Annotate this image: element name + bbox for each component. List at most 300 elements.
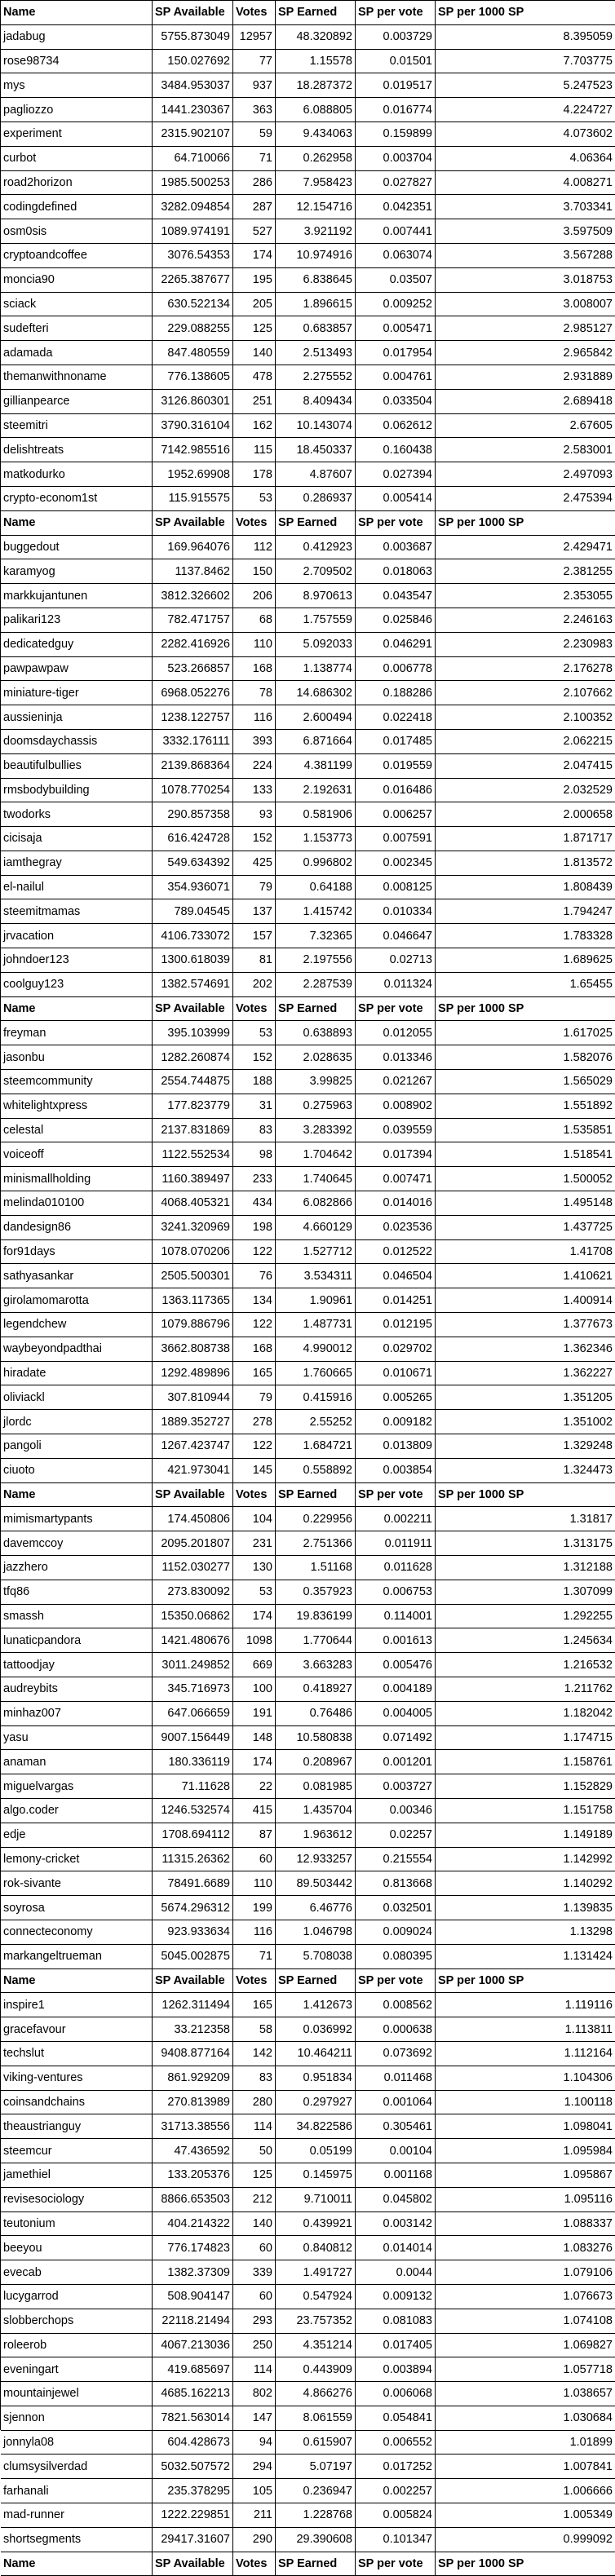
- sp-per-vote-cell: 0.004005: [356, 1702, 436, 1726]
- sp-earned-cell: 2.709502: [276, 559, 356, 584]
- header-sp-available: SP Available: [153, 1, 233, 25]
- name-cell: doomsdaychassis: [1, 730, 153, 754]
- name-cell: slobberchops: [1, 2309, 153, 2334]
- sp-available-cell: 115.915575: [153, 487, 233, 511]
- sp-per-1000-cell: 1.140292: [436, 1871, 615, 1896]
- votes-cell: 116: [233, 1920, 276, 1945]
- name-cell: adamada: [1, 341, 153, 365]
- sp-earned-cell: 1.704642: [276, 1142, 356, 1167]
- votes-cell: 434: [233, 1191, 276, 1216]
- name-cell: minhaz007: [1, 1702, 153, 1726]
- sp-available-cell: 1282.260874: [153, 1045, 233, 1070]
- sp-available-cell: 307.810944: [153, 1385, 233, 1410]
- votes-cell: 178: [233, 462, 276, 487]
- votes-cell: 425: [233, 851, 276, 876]
- sp-per-vote-cell: 0.017485: [356, 730, 436, 754]
- sp-earned-cell: 1.15578: [276, 50, 356, 74]
- sp-per-vote-cell: 0.101347: [356, 2528, 436, 2552]
- votes-cell: 293: [233, 2309, 276, 2334]
- sp-per-1000-cell: 1.324473: [436, 1459, 615, 1483]
- votes-cell: 286: [233, 171, 276, 196]
- sp-available-cell: 78491.6689: [153, 1871, 233, 1896]
- sp-per-vote-cell: 0.003142: [356, 2212, 436, 2237]
- votes-cell: 140: [233, 341, 276, 365]
- sp-per-1000-cell: 2.246163: [436, 608, 615, 633]
- sp-available-cell: 1382.37309: [153, 2260, 233, 2285]
- votes-cell: 1098: [233, 1628, 276, 1653]
- name-cell: iamthegray: [1, 851, 153, 876]
- sp-earned-cell: 3.99825: [276, 1070, 356, 1094]
- sp-per-vote-cell: 0.011324: [356, 973, 436, 997]
- sp-available-cell: 861.929209: [153, 2066, 233, 2091]
- sp-earned-cell: 0.439921: [276, 2212, 356, 2237]
- sp-earned-cell: 0.615907: [276, 2431, 356, 2455]
- sp-per-1000-cell: 4.073602: [436, 122, 615, 147]
- sp-per-1000-cell: 1.005349: [436, 2503, 615, 2528]
- sp-available-cell: 776.138605: [153, 365, 233, 390]
- sp-available-cell: 3812.326602: [153, 584, 233, 608]
- sp-available-cell: 4685.162213: [153, 2382, 233, 2406]
- name-cell: delishtreats: [1, 438, 153, 462]
- sp-available-cell: 5755.873049: [153, 25, 233, 50]
- sp-available-cell: 64.710066: [153, 147, 233, 171]
- header-sp-per-1000: SP per 1000 SP: [436, 511, 615, 536]
- sp-per-vote-cell: 0.001201: [356, 1750, 436, 1774]
- sp-available-cell: 523.266857: [153, 657, 233, 682]
- sp-earned-cell: 6.088805: [276, 98, 356, 122]
- sp-available-cell: 1078.770254: [153, 779, 233, 803]
- sp-available-cell: 1952.69908: [153, 462, 233, 487]
- votes-cell: 202: [233, 973, 276, 997]
- sp-available-cell: 2554.744875: [153, 1070, 233, 1094]
- votes-cell: 115: [233, 438, 276, 462]
- sp-per-1000-cell: 3.567288: [436, 244, 615, 268]
- sp-per-vote-cell: 0.001064: [356, 2091, 436, 2115]
- sp-earned-cell: 0.951834: [276, 2066, 356, 2091]
- sp-earned-cell: 0.64188: [276, 876, 356, 900]
- sp-earned-cell: 0.286937: [276, 487, 356, 511]
- name-cell: eveningart: [1, 2357, 153, 2382]
- sp-available-cell: 3011.249852: [153, 1653, 233, 1677]
- votes-cell: 114: [233, 2114, 276, 2139]
- sp-earned-cell: 0.76486: [276, 1702, 356, 1726]
- sp-earned-cell: 1.770644: [276, 1628, 356, 1653]
- name-cell: inspire1: [1, 1993, 153, 2017]
- sp-per-vote-cell: 0.007471: [356, 1167, 436, 1191]
- sp-available-cell: 1152.030277: [153, 1556, 233, 1580]
- header-name: Name: [1, 2552, 153, 2576]
- sp-earned-cell: 29.390608: [276, 2528, 356, 2552]
- sp-available-cell: 776.174823: [153, 2236, 233, 2260]
- sp-per-vote-cell: 0.012195: [356, 1313, 436, 1337]
- sp-per-vote-cell: 0.001168: [356, 2163, 436, 2188]
- votes-cell: 125: [233, 316, 276, 341]
- sp-earned-cell: 2.513493: [276, 341, 356, 365]
- sp-per-1000-cell: 1.794247: [436, 899, 615, 924]
- name-cell: steemitmamas: [1, 899, 153, 924]
- sp-earned-cell: 0.297927: [276, 2091, 356, 2115]
- sp-available-cell: 419.685697: [153, 2357, 233, 2382]
- sp-per-vote-cell: 0.009024: [356, 1920, 436, 1945]
- sp-per-1000-cell: 1.813572: [436, 851, 615, 876]
- sp-available-cell: 7142.985516: [153, 438, 233, 462]
- sp-earned-cell: 9.434063: [276, 122, 356, 147]
- sp-per-vote-cell: 0.02257: [356, 1823, 436, 1848]
- sp-available-cell: 180.336119: [153, 1750, 233, 1774]
- sp-per-vote-cell: 0.013346: [356, 1045, 436, 1070]
- name-cell: johndoer123: [1, 948, 153, 973]
- sp-per-vote-cell: 0.003894: [356, 2357, 436, 2382]
- sp-earned-cell: 6.871664: [276, 730, 356, 754]
- votes-cell: 251: [233, 390, 276, 414]
- votes-cell: 140: [233, 2212, 276, 2237]
- sp-per-1000-cell: 1.098041: [436, 2114, 615, 2139]
- votes-cell: 168: [233, 657, 276, 682]
- sp-earned-cell: 2.287539: [276, 973, 356, 997]
- votes-cell: 339: [233, 2260, 276, 2285]
- name-cell: davemccoy: [1, 1531, 153, 1556]
- sp-earned-cell: 2.192631: [276, 779, 356, 803]
- name-cell: coinsandchains: [1, 2091, 153, 2115]
- sp-per-vote-cell: 0.017954: [356, 341, 436, 365]
- name-cell: revisesociology: [1, 2188, 153, 2212]
- name-cell: teutonium: [1, 2212, 153, 2237]
- sp-per-vote-cell: 0.160438: [356, 438, 436, 462]
- sp-per-vote-cell: 0.029702: [356, 1337, 436, 1362]
- sp-per-1000-cell: 4.224727: [436, 98, 615, 122]
- sp-per-1000-cell: 2.429471: [436, 536, 615, 560]
- name-cell: sjennon: [1, 2406, 153, 2431]
- sp-per-vote-cell: 0.021267: [356, 1070, 436, 1094]
- name-cell: voiceoff: [1, 1142, 153, 1167]
- sp-per-1000-cell: 1.351205: [436, 1385, 615, 1410]
- sp-per-1000-cell: 1.211762: [436, 1677, 615, 1702]
- sp-available-cell: 71.11628: [153, 1774, 233, 1799]
- sp-earned-cell: 6.838645: [276, 268, 356, 293]
- sp-available-cell: 1079.886796: [153, 1313, 233, 1337]
- sp-available-cell: 3126.860301: [153, 390, 233, 414]
- votes-cell: 188: [233, 1070, 276, 1094]
- sp-available-cell: 2095.201807: [153, 1531, 233, 1556]
- sp-per-1000-cell: 1.495148: [436, 1191, 615, 1216]
- sp-earned-cell: 10.580838: [276, 1726, 356, 1751]
- header-sp-per-1000: SP per 1000 SP: [436, 1969, 615, 1994]
- sp-earned-cell: 0.275963: [276, 1094, 356, 1119]
- sp-per-vote-cell: 0.00346: [356, 1799, 436, 1823]
- votes-cell: 937: [233, 73, 276, 98]
- sp-per-1000-cell: 1.069827: [436, 2334, 615, 2358]
- votes-cell: 133: [233, 779, 276, 803]
- sp-per-vote-cell: 0.063074: [356, 244, 436, 268]
- sp-per-vote-cell: 0.005265: [356, 1385, 436, 1410]
- sp-available-cell: 1160.389497: [153, 1167, 233, 1191]
- sp-earned-cell: 1.757559: [276, 608, 356, 633]
- sp-earned-cell: 2.197556: [276, 948, 356, 973]
- sp-earned-cell: 1.228768: [276, 2503, 356, 2528]
- sp-per-1000-cell: 1.038657: [436, 2382, 615, 2406]
- sp-per-vote-cell: 0.01501: [356, 50, 436, 74]
- sp-per-vote-cell: 0.054841: [356, 2406, 436, 2431]
- header-sp-earned: SP Earned: [276, 1969, 356, 1994]
- name-cell: codingdefined: [1, 195, 153, 219]
- sp-per-vote-cell: 0.006552: [356, 2431, 436, 2455]
- sp-earned-cell: 0.418927: [276, 1677, 356, 1702]
- sp-per-vote-cell: 0.188286: [356, 681, 436, 705]
- sp-earned-cell: 0.412923: [276, 536, 356, 560]
- sp-available-cell: 508.904147: [153, 2285, 233, 2309]
- sp-per-1000-cell: 1.074108: [436, 2309, 615, 2334]
- sp-per-1000-cell: 2.67605: [436, 414, 615, 439]
- votes-cell: 278: [233, 1410, 276, 1434]
- sp-per-vote-cell: 0.003854: [356, 1459, 436, 1483]
- votes-cell: 130: [233, 1556, 276, 1580]
- sp-per-vote-cell: 0.003687: [356, 536, 436, 560]
- votes-cell: 122: [233, 1434, 276, 1459]
- sp-available-cell: 3484.953037: [153, 73, 233, 98]
- name-cell: smassh: [1, 1605, 153, 1629]
- name-cell: sudefteri: [1, 316, 153, 341]
- header-sp-per-1000: SP per 1000 SP: [436, 997, 615, 1022]
- sp-per-vote-cell: 0.0044: [356, 2260, 436, 2285]
- sp-earned-cell: 1.527712: [276, 1240, 356, 1265]
- sp-earned-cell: 1.046798: [276, 1920, 356, 1945]
- header-sp-per-vote: SP per vote: [356, 511, 436, 536]
- sp-earned-cell: 89.503442: [276, 1871, 356, 1896]
- name-cell: mad-runner: [1, 2503, 153, 2528]
- sp-earned-cell: 0.262958: [276, 147, 356, 171]
- sp-per-vote-cell: 0.001613: [356, 1628, 436, 1653]
- sp-per-vote-cell: 0.016774: [356, 98, 436, 122]
- votes-cell: 134: [233, 1288, 276, 1313]
- votes-cell: 211: [233, 2503, 276, 2528]
- sp-per-vote-cell: 0.006778: [356, 657, 436, 682]
- sp-available-cell: 273.830092: [153, 1580, 233, 1605]
- sp-per-vote-cell: 0.003729: [356, 25, 436, 50]
- votes-cell: 68: [233, 608, 276, 633]
- sp-per-vote-cell: 0.039559: [356, 1119, 436, 1143]
- sp-per-1000-cell: 1.076673: [436, 2285, 615, 2309]
- sp-earned-cell: 0.443909: [276, 2357, 356, 2382]
- sp-per-1000-cell: 3.703341: [436, 195, 615, 219]
- sp-available-cell: 5045.002875: [153, 1945, 233, 1969]
- votes-cell: 77: [233, 50, 276, 74]
- name-cell: lunaticpandora: [1, 1628, 153, 1653]
- name-cell: pangoli: [1, 1434, 153, 1459]
- sp-per-1000-cell: 1.377673: [436, 1313, 615, 1337]
- sp-earned-cell: 5.07197: [276, 2454, 356, 2479]
- sp-earned-cell: 4.990012: [276, 1337, 356, 1362]
- sp-per-vote-cell: 0.215554: [356, 1848, 436, 1872]
- votes-cell: 191: [233, 1702, 276, 1726]
- sp-per-vote-cell: 0.011911: [356, 1531, 436, 1556]
- name-cell: melinda010100: [1, 1191, 153, 1216]
- header-votes: Votes: [233, 511, 276, 536]
- sp-available-cell: 270.813989: [153, 2091, 233, 2115]
- votes-cell: 157: [233, 924, 276, 948]
- sp-earned-cell: 1.412673: [276, 1993, 356, 2017]
- sp-earned-cell: 18.450337: [276, 438, 356, 462]
- sp-earned-cell: 6.46776: [276, 1896, 356, 1920]
- sp-per-vote-cell: 0.006257: [356, 802, 436, 827]
- sp-available-cell: 3076.54353: [153, 244, 233, 268]
- header-sp-per-vote: SP per vote: [356, 1483, 436, 1508]
- sp-per-vote-cell: 0.043547: [356, 584, 436, 608]
- header-sp-per-vote: SP per vote: [356, 997, 436, 1022]
- name-cell: lucygarrod: [1, 2285, 153, 2309]
- sp-per-vote-cell: 0.027394: [356, 462, 436, 487]
- name-cell: tfq86: [1, 1580, 153, 1605]
- name-cell: clumsysilverdad: [1, 2454, 153, 2479]
- sp-available-cell: 150.027692: [153, 50, 233, 74]
- sp-available-cell: 923.933634: [153, 1920, 233, 1945]
- sp-per-vote-cell: 0.019517: [356, 73, 436, 98]
- votes-cell: 112: [233, 536, 276, 560]
- sp-per-1000-cell: 1.41708: [436, 1240, 615, 1265]
- sp-available-cell: 604.428673: [153, 2431, 233, 2455]
- sp-available-cell: 2282.416926: [153, 633, 233, 657]
- sp-earned-cell: 7.958423: [276, 171, 356, 196]
- name-cell: rok-sivante: [1, 1871, 153, 1896]
- votes-cell: 147: [233, 2406, 276, 2431]
- sp-per-1000-cell: 1.182042: [436, 1702, 615, 1726]
- votes-cell: 212: [233, 2188, 276, 2212]
- name-cell: lemony-cricket: [1, 1848, 153, 1872]
- sp-per-1000-cell: 1.292255: [436, 1605, 615, 1629]
- name-cell: soyrosa: [1, 1896, 153, 1920]
- sp-per-vote-cell: 0.03507: [356, 268, 436, 293]
- votes-cell: 206: [233, 584, 276, 608]
- sp-per-vote-cell: 0.008902: [356, 1094, 436, 1119]
- name-cell: algo.coder: [1, 1799, 153, 1823]
- sp-available-cell: 1708.694112: [153, 1823, 233, 1848]
- sp-per-vote-cell: 0.005476: [356, 1653, 436, 1677]
- sp-per-1000-cell: 2.985127: [436, 316, 615, 341]
- sp-earned-cell: 5.708038: [276, 1945, 356, 1969]
- sp-available-cell: 789.04545: [153, 899, 233, 924]
- sp-available-cell: 235.378295: [153, 2479, 233, 2503]
- sp-earned-cell: 0.208967: [276, 1750, 356, 1774]
- name-cell: celestal: [1, 1119, 153, 1143]
- name-cell: jrvacation: [1, 924, 153, 948]
- votes-cell: 152: [233, 827, 276, 851]
- sp-per-vote-cell: 0.008562: [356, 1993, 436, 2017]
- sp-available-cell: 2137.831869: [153, 1119, 233, 1143]
- votes-cell: 50: [233, 2139, 276, 2163]
- sp-available-cell: 616.424728: [153, 827, 233, 851]
- sp-available-cell: 1262.311494: [153, 1993, 233, 2017]
- sp-per-vote-cell: 0.009132: [356, 2285, 436, 2309]
- name-cell: miniature-tiger: [1, 681, 153, 705]
- sp-per-1000-cell: 1.808439: [436, 876, 615, 900]
- sp-per-vote-cell: 0.005414: [356, 487, 436, 511]
- sp-per-vote-cell: 0.007441: [356, 219, 436, 244]
- sp-per-1000-cell: 1.13298: [436, 1920, 615, 1945]
- name-cell: freyman: [1, 1021, 153, 1045]
- sp-per-1000-cell: 1.245634: [436, 1628, 615, 1653]
- header-votes: Votes: [233, 1969, 276, 1994]
- sp-per-1000-cell: 2.000658: [436, 802, 615, 827]
- sp-per-vote-cell: 0.022418: [356, 705, 436, 730]
- name-cell: dedicatedguy: [1, 633, 153, 657]
- sp-per-vote-cell: 0.011468: [356, 2066, 436, 2091]
- name-cell: buggedout: [1, 536, 153, 560]
- sp-available-cell: 3790.316104: [153, 414, 233, 439]
- sp-earned-cell: 0.581906: [276, 802, 356, 827]
- sp-per-1000-cell: 1.410621: [436, 1264, 615, 1288]
- name-cell: osm0sis: [1, 219, 153, 244]
- sp-earned-cell: 0.558892: [276, 1459, 356, 1483]
- sp-available-cell: 647.066659: [153, 1702, 233, 1726]
- sp-earned-cell: 0.229956: [276, 1507, 356, 1531]
- sp-available-cell: 630.522134: [153, 293, 233, 317]
- name-cell: palikari123: [1, 608, 153, 633]
- votes-cell: 142: [233, 2042, 276, 2066]
- name-cell: tattoodjay: [1, 1653, 153, 1677]
- name-cell: steemcommunity: [1, 1070, 153, 1094]
- name-cell: coolguy123: [1, 973, 153, 997]
- sp-available-cell: 1441.230367: [153, 98, 233, 122]
- sp-per-1000-cell: 4.06364: [436, 147, 615, 171]
- sp-per-vote-cell: 0.019559: [356, 754, 436, 779]
- sp-available-cell: 1078.070206: [153, 1240, 233, 1265]
- votes-cell: 415: [233, 1799, 276, 1823]
- sp-available-cell: 5032.507572: [153, 2454, 233, 2479]
- header-sp-earned: SP Earned: [276, 1483, 356, 1508]
- sp-available-cell: 5674.296312: [153, 1896, 233, 1920]
- header-votes: Votes: [233, 1, 276, 25]
- votes-cell: 168: [233, 1337, 276, 1362]
- sp-available-cell: 3332.176111: [153, 730, 233, 754]
- sp-available-cell: 782.471757: [153, 608, 233, 633]
- sp-available-cell: 345.716973: [153, 1677, 233, 1702]
- sp-earned-cell: 4.351214: [276, 2334, 356, 2358]
- sp-per-1000-cell: 1.307099: [436, 1580, 615, 1605]
- sp-available-cell: 1889.352727: [153, 1410, 233, 1434]
- sp-per-1000-cell: 2.965842: [436, 341, 615, 365]
- sp-available-cell: 4106.733072: [153, 924, 233, 948]
- sp-per-1000-cell: 1.362227: [436, 1362, 615, 1386]
- sp-per-1000-cell: 2.047415: [436, 754, 615, 779]
- name-cell: miguelvargas: [1, 1774, 153, 1799]
- votes-cell: 114: [233, 2357, 276, 2382]
- sp-available-cell: 2139.868364: [153, 754, 233, 779]
- sp-available-cell: 847.480559: [153, 341, 233, 365]
- sp-available-cell: 9408.877164: [153, 2042, 233, 2066]
- sp-per-1000-cell: 8.395059: [436, 25, 615, 50]
- header-sp-earned: SP Earned: [276, 1, 356, 25]
- sp-available-cell: 174.450806: [153, 1507, 233, 1531]
- sp-earned-cell: 1.90961: [276, 1288, 356, 1313]
- votes-cell: 174: [233, 1605, 276, 1629]
- name-cell: experiment: [1, 122, 153, 147]
- sp-earned-cell: 1.684721: [276, 1434, 356, 1459]
- votes-cell: 58: [233, 2017, 276, 2042]
- header-sp-per-1000: SP per 1000 SP: [436, 1483, 615, 1508]
- sp-per-vote-cell: 0.046291: [356, 633, 436, 657]
- votes-cell: 145: [233, 1459, 276, 1483]
- header-name: Name: [1, 511, 153, 536]
- sp-per-vote-cell: 0.062612: [356, 414, 436, 439]
- sp-per-1000-cell: 1.113811: [436, 2017, 615, 2042]
- sp-per-1000-cell: 1.142992: [436, 1848, 615, 1872]
- votes-cell: 93: [233, 802, 276, 827]
- sp-per-1000-cell: 1.149189: [436, 1823, 615, 1848]
- sp-available-cell: 8866.653503: [153, 2188, 233, 2212]
- name-cell: theaustrianguy: [1, 2114, 153, 2139]
- votes-cell: 110: [233, 1871, 276, 1896]
- sp-per-1000-cell: 2.107662: [436, 681, 615, 705]
- sp-earned-cell: 2.751366: [276, 1531, 356, 1556]
